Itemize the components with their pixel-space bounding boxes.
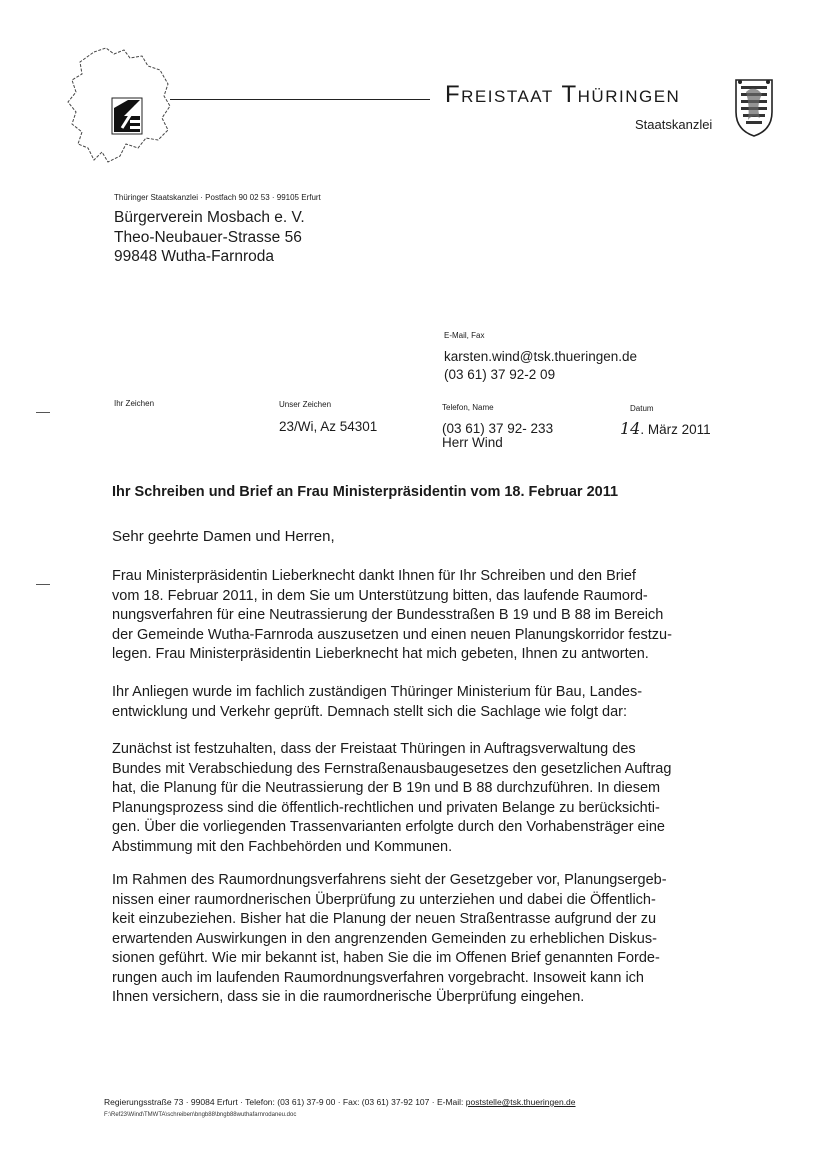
email-fax-label: E-Mail, Fax — [444, 331, 485, 340]
text-line: hat, die Planung für die Neutrassierung der B 19n und B 88 durchzuführen. In diesem — [112, 780, 661, 796]
footer-address — [104, 1097, 576, 1107]
text-line: entwicklung und Verkehr geprüft. Demnach stellt sich die Sachlage wie folgt dar: — [112, 703, 628, 720]
sender-return-address: Thüringer Staatskanzlei · Postfach 90 02 53 · 99105 Erfurt — [114, 193, 321, 202]
fold-mark — [36, 412, 50, 413]
coat-of-arms-icon — [732, 76, 776, 140]
telefon-value: (03 61) 37 92- 233 — [442, 421, 554, 436]
text-line: vom 18. Februar 2011, in dem Sie um Unterstützung bitten, das laufende Raumord- — [112, 587, 648, 604]
text-line: Frau Ministerpräsidentin Lieberknecht dankt Ihnen für Ihr Schreiben und den Brief — [112, 568, 636, 584]
text-line: keit einzubeziehen. Bisher hat die Planung der neuen Straßentrasse aufgrund der zu — [112, 911, 657, 927]
datum-value — [620, 420, 711, 438]
text-line: der Gemeinde Wutha-Farnroda auszusetzen und einen neuen Planungskorridor festzu- — [112, 626, 672, 643]
recipient-line: Bürgerverein Mosbach e. V. — [114, 209, 305, 226]
text-line: nungsverfahren für eine Neutrassierung der Bundesstraßen B 19 und B 88 im Bereich — [112, 607, 664, 623]
contact-person-name: Herr Wind — [442, 435, 503, 450]
salutation: Sehr geehrte Damen und Herren, — [112, 528, 335, 545]
text-line: rungen auch im laufenden Raumordnungsverfahren vorgebracht. Insoweit kann ich — [112, 969, 644, 986]
paragraph-2 — [112, 683, 712, 722]
contact-fax: (03 61) 37 92-2 09 — [444, 367, 556, 382]
recipient-address — [114, 208, 305, 267]
footer-contact-text: Regierungsstraße 73 · 99084 Erfurt · Telefon: (03 61) 37-9 00 · Fax: (03 61) 37-92 107 · E-Mail: — [104, 1097, 464, 1107]
text-line: Planungsprozess sind die öffentlich-rechtlichen und privaten Belange zu berücksichti- — [112, 799, 660, 816]
text-line: Abstimmung mit den Fachbehörden und Kommunen. — [112, 838, 453, 855]
contact-email: karsten.wind@tsk.thueringen.de — [444, 349, 638, 364]
datum-label: Datum — [630, 404, 654, 413]
text-line: Ihr Anliegen wurde im fachlich zuständigen Thüringer Ministerium für Bau, Landes- — [112, 684, 643, 700]
datum-day-handwritten: 14 — [620, 419, 641, 438]
letter-subject: Ihr Schreiben und Brief an Frau Ministerpräsidentin vom 18. Februar 2011 — [112, 484, 619, 500]
text-line: sionen geführt. Wie mir bekannt ist, haben Sie die im Offenen Brief genannten Forde- — [112, 950, 660, 966]
footer-file-path: F:\Ref23\Wind\TMWTA\schreiben\bngb88\bngb88wuthafarnrodaneu.doc — [104, 1112, 297, 1118]
office-name: Staatskanzlei — [635, 117, 713, 132]
thuringia-map-logo — [64, 44, 174, 172]
unser-zeichen-value: 23/Wi, Az 54301 — [279, 419, 378, 434]
recipient-line: Theo-Neubauer-Strasse 56 — [114, 228, 302, 246]
text-line: Bundes mit Verabschiedung des Fernstraßenausbaugesetzes den gesetzlichen Auftrag — [112, 760, 672, 777]
recipient-line: 99848 Wutha-Farnroda — [114, 248, 274, 265]
paragraph-3 — [112, 740, 712, 857]
datum-month-year: . März 2011 — [640, 422, 711, 437]
text-line: nissen einer raumordnerischen Überprüfung zu unterziehen und dabei die Öffentlich- — [112, 891, 656, 908]
text-line: legen. Frau Ministerpräsidentin Lieberknecht hat mich gebeten, Ihnen zu antworten. — [112, 646, 649, 662]
text-line: gen. Über die vorliegenden Trassenvarianten erfolgte durch den Vorhabensträger eine — [112, 819, 665, 835]
unser-zeichen-label: Unser Zeichen — [279, 400, 332, 409]
text-line: Zunächst ist festzuhalten, dass der Freistaat Thüringen in Auftragsverwaltung des — [112, 741, 636, 757]
fold-mark — [36, 584, 50, 585]
text-line: erwartenden Auswirkungen in den angrenzenden Gemeinden zu erheblichen Diskus- — [112, 930, 657, 947]
ihr-zeichen-label: Ihr Zeichen — [114, 399, 155, 408]
text-line: Ihnen versichern, dass sie in die raumordnerische Überprüfung eingehen. — [112, 989, 585, 1005]
text-line: Im Rahmen des Raumordnungsverfahrens sieht der Gesetzgeber vor, Planungsergeb- — [112, 872, 667, 888]
header-rule — [170, 99, 430, 100]
paragraph-4 — [112, 871, 712, 1008]
telefon-name-label: Telefon, Name — [442, 403, 494, 412]
paragraph-1 — [112, 567, 712, 665]
footer-email-link[interactable]: poststelle@tsk.thueringen.de — [465, 1097, 576, 1107]
state-name: Freistaat Thüringen — [445, 81, 681, 108]
